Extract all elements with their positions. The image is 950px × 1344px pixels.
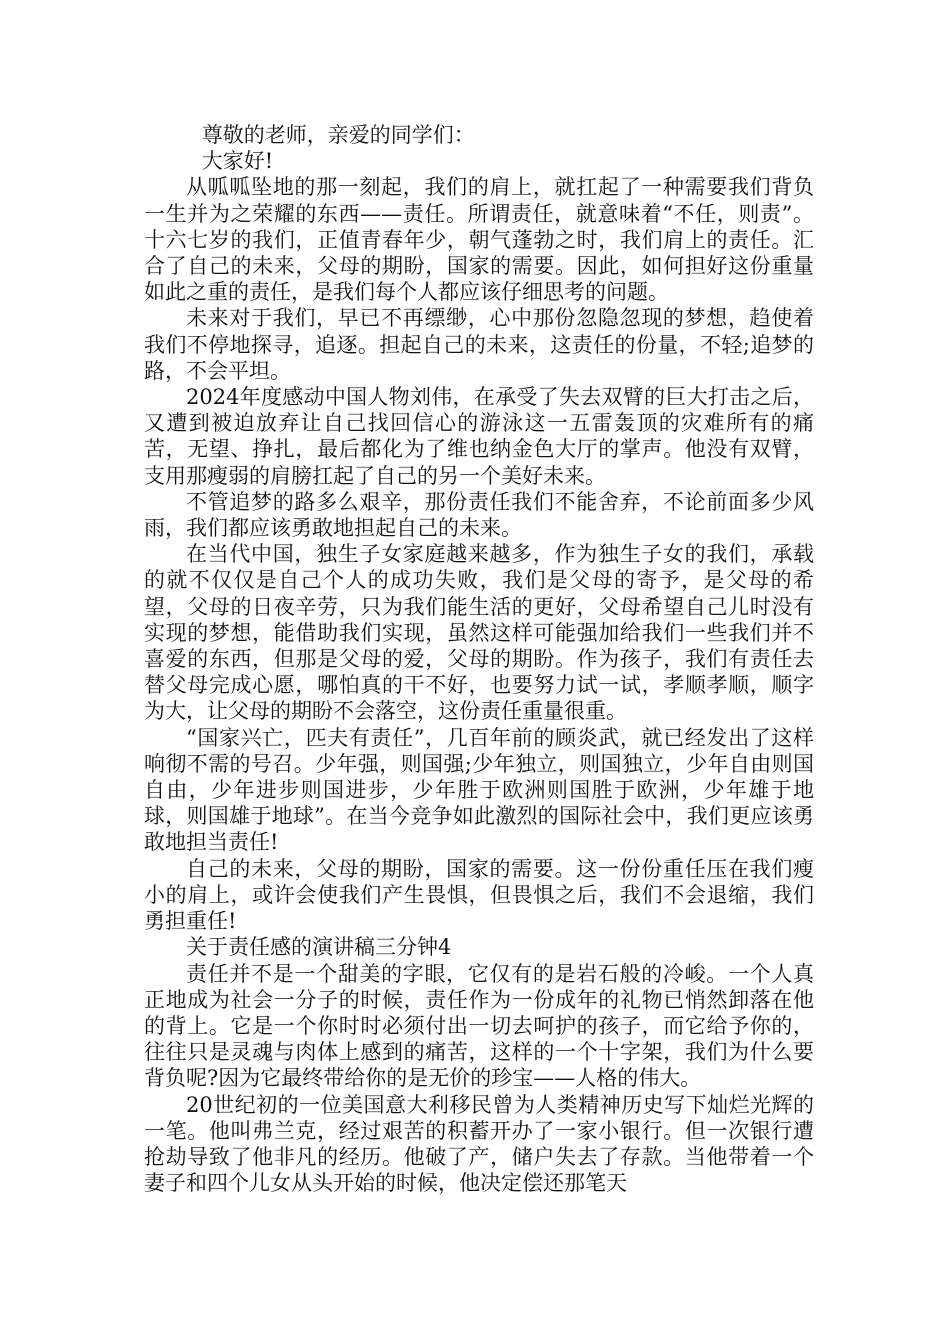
paragraph: 20世纪初的一位美国意大利移民曾为人类精神历史写下灿烂光辉的一笔。他叫弗兰克，经过艰苦的积蓄开办了一家小银行。但一次银行遭抢劫导致了他非凡的经历。他破了产，储户失去了存款。当他带着一个妻子和四个儿女从头开始的时候，他决定偿还那笔天	[144, 1092, 814, 1196]
paragraph: 2024年度感动中国人物刘伟，在承受了失去双臂的巨大打击之后，又遭到被迫放弃让自己找回信心的游泳这一五雷轰顶的灾难所有的痛苦，无望、挣扎，最后都化为了维也纳金色大厅的掌声。他没有双臂，支用那瘦弱的肩膀扛起了自己的另一个美好未来。	[144, 385, 814, 488]
paragraph: “国家兴亡，匹夫有责任”，几百年前的顾炎武，就已经发出了这样响彻不需的号召。少年强，则国强;少年独立，则国独立，少年自由则国自由，少年进步则国进步，少年胜于欧洲则国胜于欧洲，少年雄于地球，则国雄于地球”。在当今竞争如此激烈的国际社会中，我们更应该勇敢地担当责任!	[144, 725, 814, 855]
paragraph: 责任并不是一个甜美的字眼，它仅有的是岩石般的冷峻。一个人真正地成为社会一分子的时候，责任作为一份成年的礼物已悄然卸落在他的背上。它是一个你时时必须付出一切去呵护的孩子，而它给予你的，往往只是灵魂与肉体上感到的痛苦，这样的一个十字架，我们为什么要背负呢?因为它最终带给你的是无价的珍宝——人格的伟大。	[144, 961, 814, 1091]
paragraph: 从呱呱坠地的那一刻起，我们的肩上，就扛起了一种需要我们背负一生并为之荣耀的东西——责任。所谓责任，就意味着“不任，则责”。十六七岁的我们，正值青春年少，朝气蓬勃之时，我们肩上的责任。汇合了自己的未来，父母的期盼，国家的需要。因此，如何担好这份重量如此之重的责任，是我们每个人都应该仔细思考的问题。	[144, 175, 814, 305]
greeting: 大家好!	[201, 149, 274, 174]
paragraph: 自己的未来，父母的期盼，国家的需要。这一份份重任压在我们瘦小的肩上，或许会使我们产生畏惧，但畏惧之后，我们不会退缩，我们勇担重任!	[144, 856, 814, 934]
paragraph: 未来对于我们，早已不再缥缈，心中那份忽隐忽现的梦想，趋使着我们不停地探寻，追逐。担起自己的未来，这责任的份量，不轻;追梦的路，不会平坦。	[144, 306, 814, 383]
paragraph: 在当代中国，独生子女家庭越来越多，作为独生子女的我们，承载的就不仅仅是自己个人的成功失败，我们是父母的寄予，是父母的希望，父母的日夜辛劳，只为我们能生活的更好，父母希望自己儿时没有实现的梦想，能借助我们实现，虽然这样可能强加给我们一些我们并不喜爱的东西，但那是父母的爱，父母的期盼。作为孩子，我们有责任去替父母完成心愿，哪怕真的干不好，也要努力试一试，孝顺孝顺，顺字为大，让父母的期盼不会落空，这份责任重量很重。	[144, 542, 814, 724]
section-heading: 关于责任感的演讲稿三分钟4	[186, 935, 452, 960]
paragraph: 不管追梦的路多么艰辛，那份责任我们不能舍弃，不论前面多少风雨，我们都应该勇敢地担起自己的未来。	[144, 489, 814, 541]
salutation: 尊敬的老师，亲爱的同学们：	[201, 123, 475, 147]
speech-body	[144, 122, 814, 1196]
